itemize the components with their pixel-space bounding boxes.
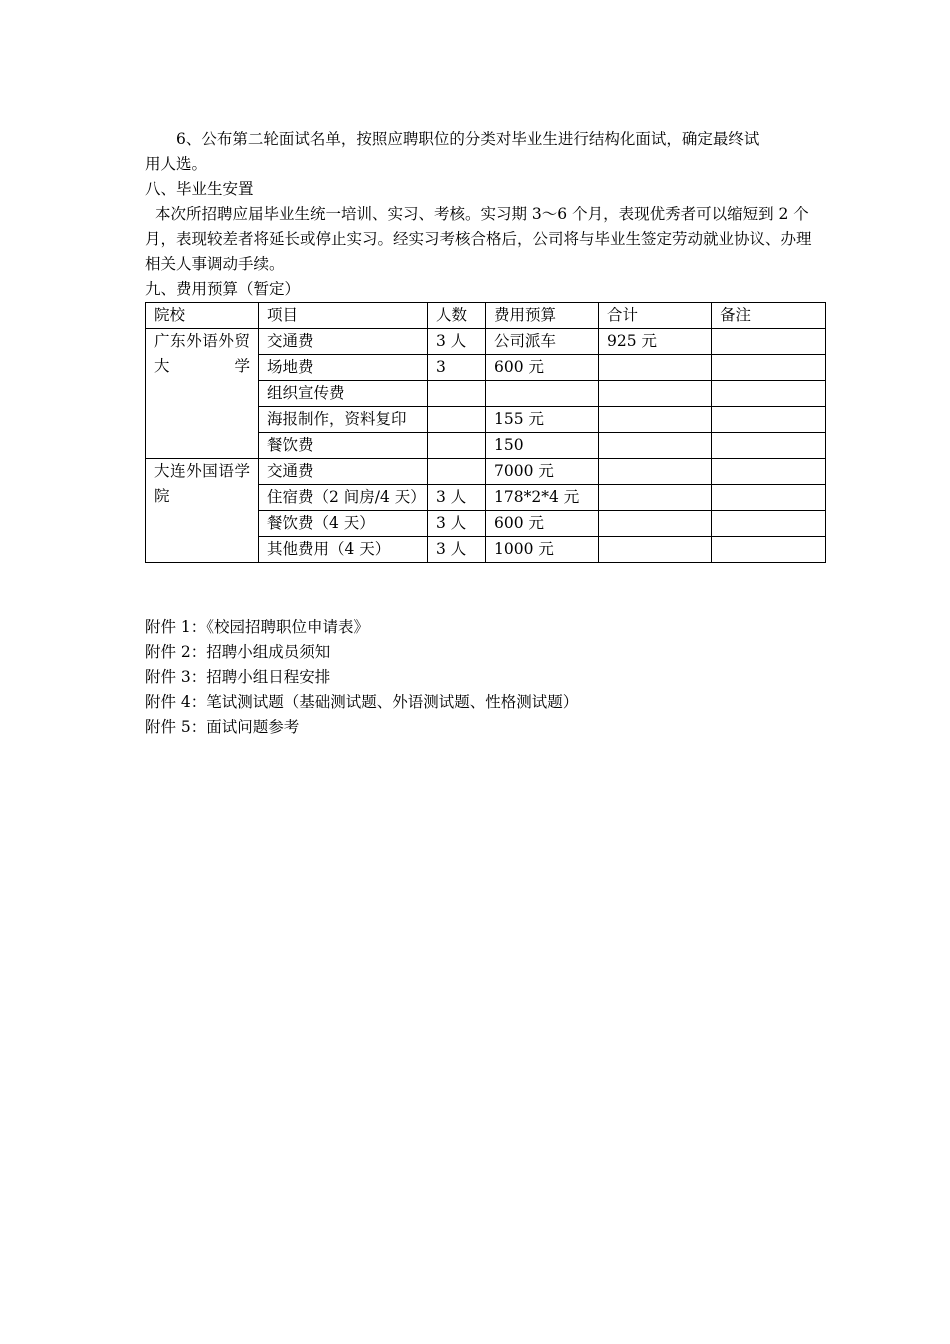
budget-cell: 7000 元 (486, 459, 599, 485)
people-cell (428, 381, 486, 407)
people-cell: 3 人 (428, 537, 486, 563)
item-cell: 组织宣传费 (259, 381, 428, 407)
item-cell: 餐饮费 (259, 433, 428, 459)
header-cell: 项目 (259, 303, 428, 329)
item-cell: 餐饮费（4 天） (259, 511, 428, 537)
item-cell: 其他费用（4 天） (259, 537, 428, 563)
attachment-item: 附件 1：《校园招聘职位申请表》 (145, 618, 370, 636)
note-cell (712, 485, 826, 511)
people-cell: 3 (428, 355, 486, 381)
people-cell (428, 407, 486, 433)
budget-cell (486, 381, 599, 407)
people-cell: 3 人 (428, 329, 486, 355)
total-cell (599, 433, 712, 459)
note-cell (712, 381, 826, 407)
total-cell (599, 537, 712, 563)
people-cell (428, 433, 486, 459)
document-page (145, 127, 825, 740)
attachment-list (145, 615, 825, 740)
header-cell: 院校 (146, 303, 259, 329)
total-cell (599, 407, 712, 433)
budget-table (145, 302, 826, 563)
section-heading-8: 八、毕业生安置 (145, 180, 254, 198)
paragraph-8: 本次所招聘应届毕业生统一培训、实习、考核。实习期 3～6 个月，表现优秀者可以缩短到 2 个月，表现较差者将延长或停止实习。经实习考核合格后，公司将与毕业生签定劳动就业协议、办理相关人事调动手续。 (145, 205, 812, 273)
total-cell (599, 459, 712, 485)
paragraph-6-line2: 用人选。 (145, 155, 208, 173)
total-cell (599, 355, 712, 381)
attachment-item: 附件 4：笔试测试题（基础测试题、外语测试题、性格测试题） (145, 693, 579, 711)
item-cell: 交通费 (259, 329, 428, 355)
budget-cell: 600 元 (486, 355, 599, 381)
note-cell (712, 537, 826, 563)
people-cell: 3 人 (428, 485, 486, 511)
budget-cell: 150 (486, 433, 599, 459)
note-cell (712, 459, 826, 485)
attachment-item: 附件 5：面试问题参考 (145, 718, 300, 736)
budget-cell: 178*2*4 元 (486, 485, 599, 511)
table-row (146, 459, 826, 485)
header-cell: 费用预算 (486, 303, 599, 329)
note-cell (712, 433, 826, 459)
header-cell: 备注 (712, 303, 826, 329)
total-cell (599, 485, 712, 511)
header-cell: 人数 (428, 303, 486, 329)
people-cell: 3 人 (428, 511, 486, 537)
budget-cell: 公司派车 (486, 329, 599, 355)
budget-cell: 1000 元 (486, 537, 599, 563)
total-cell (599, 511, 712, 537)
paragraph-6-line1: 6、公布第二轮面试名单，按照应聘职位的分类对毕业生进行结构化面试，确定最终试 (176, 130, 760, 148)
attachment-item: 附件 2：招聘小组成员须知 (145, 643, 331, 661)
note-cell (712, 355, 826, 381)
section-heading-9: 九、费用预算（暂定） (145, 280, 301, 298)
table-row (146, 329, 826, 355)
note-cell (712, 407, 826, 433)
item-cell: 交通费 (259, 459, 428, 485)
item-cell: 住宿费（2 间房/4 天） (259, 485, 428, 511)
attachment-item: 附件 3：招聘小组日程安排 (145, 668, 331, 686)
table-header-row (146, 303, 826, 329)
total-cell (599, 381, 712, 407)
school-cell: 大连外国语学院 (146, 459, 259, 563)
people-cell (428, 459, 486, 485)
budget-cell: 600 元 (486, 511, 599, 537)
total-cell: 925 元 (599, 329, 712, 355)
budget-cell: 155 元 (486, 407, 599, 433)
school-cell: 广东外语外贸大学 (146, 329, 259, 459)
note-cell (712, 329, 826, 355)
note-cell (712, 511, 826, 537)
header-cell: 合计 (599, 303, 712, 329)
item-cell: 海报制作，资料复印 (259, 407, 428, 433)
item-cell: 场地费 (259, 355, 428, 381)
